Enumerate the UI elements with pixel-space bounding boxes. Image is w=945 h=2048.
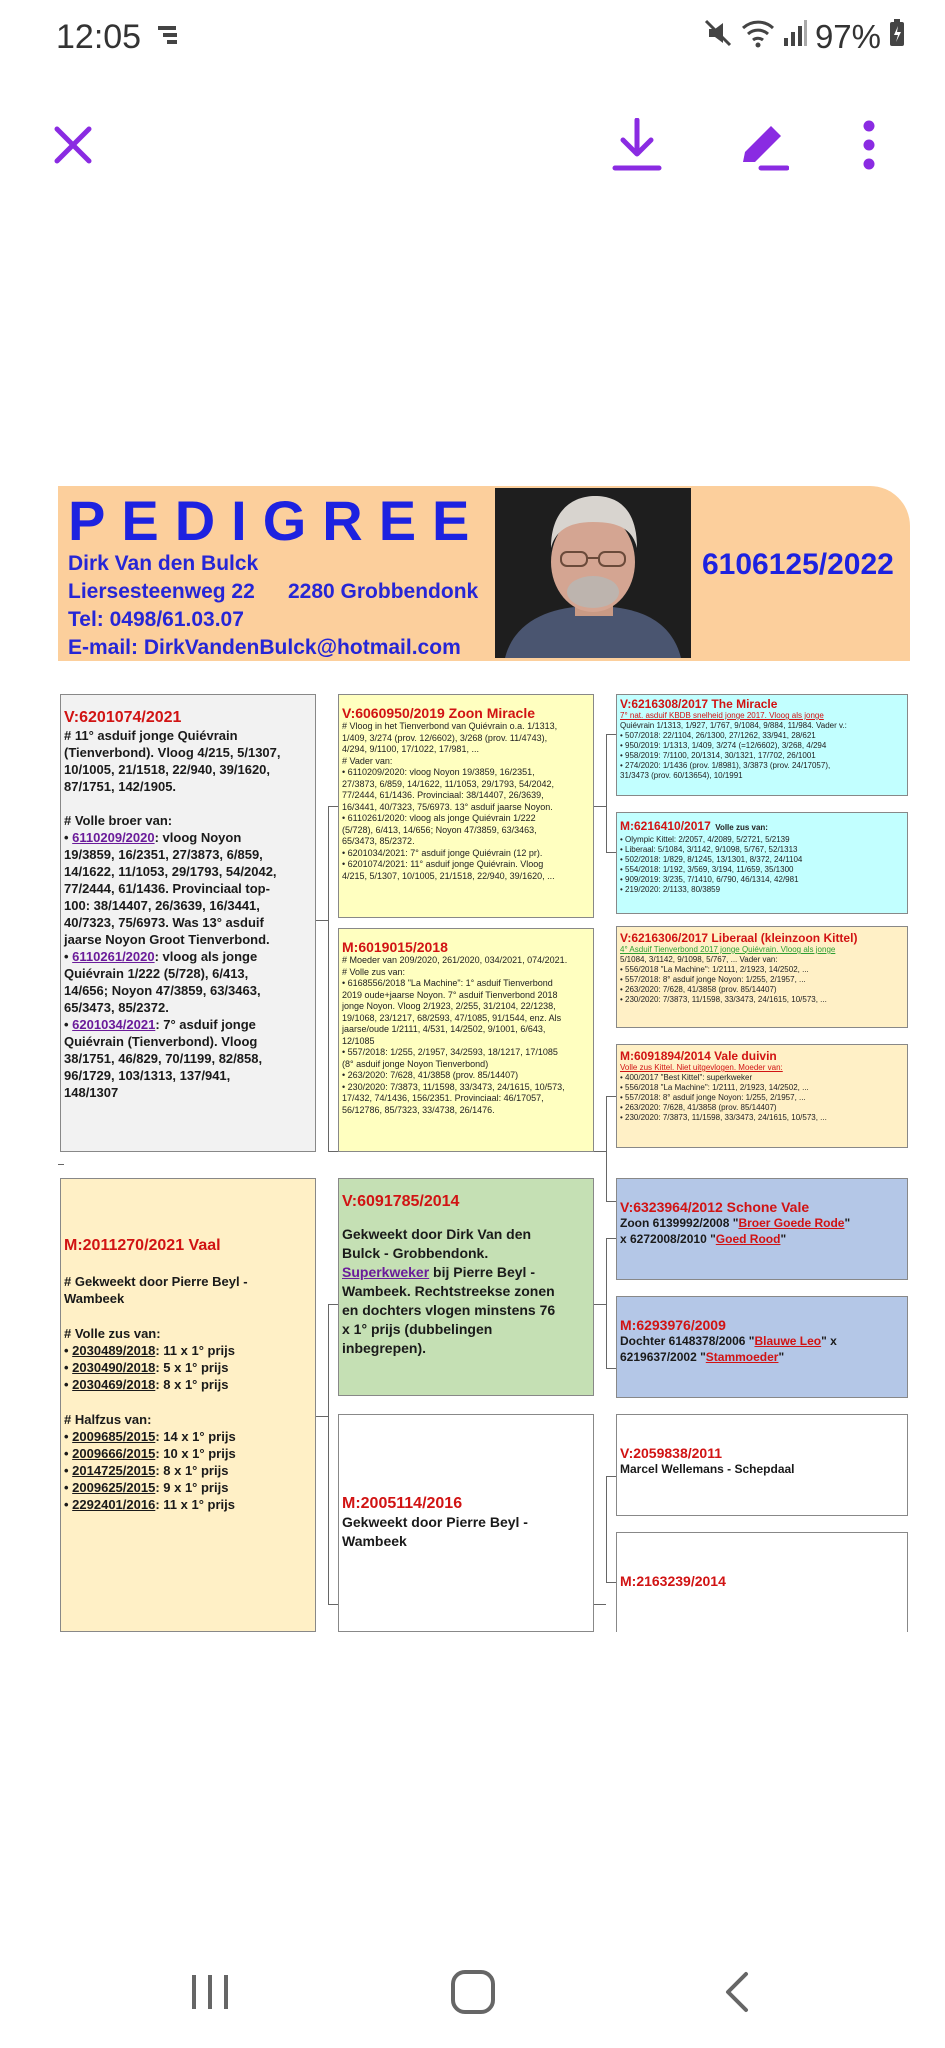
connector-line bbox=[328, 806, 338, 807]
home-button[interactable] bbox=[433, 1962, 513, 2022]
connector-line bbox=[606, 1201, 616, 1202]
ff-line: 27/3873, 6/859, 14/1622, 11/1053, 29/1793, 54/2042, bbox=[342, 778, 555, 789]
sibling-result: : 5 x 1° prijs bbox=[155, 1360, 229, 1375]
father-line: 40/7323, 75/6973. Was 13° asduif bbox=[64, 915, 264, 930]
fff-line: • 950/2019: 1/1313, 1/409, 3/274 (=12/6602), 3/268, 4/294 bbox=[620, 741, 827, 750]
connector-line bbox=[606, 734, 616, 735]
ffm-title: M:6216410/2017 bbox=[620, 819, 711, 833]
father-line: 65/3473, 85/2372. bbox=[64, 1000, 169, 1015]
pedigree-mm-dam bbox=[616, 1532, 908, 1632]
mother-line: Wambeek bbox=[64, 1291, 125, 1306]
ffm-line: • Olympic Kittel: 2/2057, 4/2089, 5/2721, 5/2139 bbox=[620, 835, 790, 844]
father-line: Quiévrain (Tienverbond). Vloog bbox=[64, 1034, 258, 1049]
ff-line: 16/3441, 40/7323, 75/6973. 13° asduif jaarse Noyon. bbox=[342, 801, 553, 812]
sibling-result: : 11 x 1° prijs bbox=[155, 1343, 235, 1358]
fmm-line: • 263/2020: 7/628, 41/3858 (prov. 85/14407) bbox=[620, 1103, 777, 1112]
pedigree-ff-sire bbox=[616, 694, 908, 796]
quote-mark: " x bbox=[821, 1334, 837, 1348]
sibling-ring: 2030469/2018 bbox=[72, 1377, 156, 1392]
mff-name-link[interactable]: Broer Goede Rode bbox=[738, 1216, 845, 1230]
mff-line: x 6272008/2010 " bbox=[620, 1232, 716, 1246]
superkweker-link[interactable]: Superkweker bbox=[342, 1264, 430, 1280]
mf-line: Wambeek. Rechtstreekse zonen bbox=[342, 1283, 555, 1299]
father-line: : vloog Noyon bbox=[154, 830, 242, 845]
system-nav-bar bbox=[0, 1940, 945, 2048]
fmf-line: 5/1084, 3/1142, 9/1098, 5/767, ... Vader van: bbox=[620, 955, 778, 964]
connector-line bbox=[606, 1096, 616, 1097]
fmf-title: V:6216306/2017 Liberaal (kleinzoon Kittel) bbox=[620, 931, 858, 945]
fmm-title: M:6091894/2014 Vale duivin bbox=[620, 1049, 777, 1063]
fmf-line: • 263/2020: 7/628, 41/3858 (prov. 85/14407) bbox=[620, 985, 777, 994]
fmf-line: • 557/2018: 8° asduif jonge Noyon: 1/255, 2/1957, ... bbox=[620, 975, 806, 984]
ffm-subtitle: Volle zus van: bbox=[715, 823, 768, 832]
father-line: 14/656; Noyon 47/3859, 63/3463, bbox=[64, 983, 261, 998]
ffm-line: • 219/2020: 2/1133, 80/3859 bbox=[620, 885, 721, 894]
pedigree-fm-sire bbox=[616, 926, 908, 1028]
ff-line: # Vader van: bbox=[342, 755, 393, 766]
father-section: # Volle broer van: bbox=[64, 813, 173, 828]
status-indicators bbox=[703, 18, 905, 56]
status-bar bbox=[0, 0, 945, 80]
fm-line: • 6168556/2018 "La Machine": 1° asduif Tienverbond bbox=[342, 978, 553, 988]
recents-button[interactable] bbox=[170, 1962, 250, 2022]
connector-line bbox=[328, 1151, 338, 1152]
father-line: Quiévrain 1/222 (5/728), 6/413, bbox=[64, 966, 249, 981]
connector-line bbox=[606, 1368, 616, 1369]
more-options-button[interactable] bbox=[834, 110, 904, 180]
back-icon bbox=[722, 1970, 752, 2014]
mf-line: Gekweekt door Dirk Van den bbox=[342, 1226, 532, 1242]
connector-line bbox=[606, 1238, 616, 1239]
sibling-result: : 14 x 1° prijs bbox=[155, 1429, 236, 1444]
connector-line bbox=[606, 1476, 607, 1582]
mff-line: Zoon 6139992/2008 " bbox=[620, 1216, 739, 1230]
ff-title: V:6060950/2019 Zoon Miracle bbox=[342, 705, 535, 721]
mother-section: # Halfzus van: bbox=[64, 1412, 152, 1427]
wifi-icon bbox=[741, 18, 775, 56]
mff-name-link[interactable]: Goed Rood bbox=[715, 1232, 781, 1246]
connector-line bbox=[594, 1151, 606, 1152]
connector-line bbox=[606, 734, 607, 852]
mfm-line: 6219637/2002 " bbox=[620, 1350, 706, 1364]
sibling-link[interactable]: 6110209/2020 bbox=[72, 830, 155, 845]
mm-line: Wambeek bbox=[342, 1533, 407, 1549]
father-line: : vloog als jonge bbox=[154, 949, 258, 964]
fff-line: • 274/2020: 1/1436 (prov. 1/8981), 3/3873 (prov. 24/17057), bbox=[620, 761, 831, 770]
mother-line: # Gekweekt door Pierre Beyl - bbox=[64, 1274, 248, 1289]
owner-name: Dirk Van den Bulck bbox=[68, 552, 259, 575]
battery-level: 97% bbox=[814, 18, 881, 55]
fm-line: (8° asduif jonge Noyon Tienverbond) bbox=[342, 1058, 489, 1069]
mf-line: x 1° prijs (dubbelingen bbox=[342, 1321, 493, 1337]
pedigree-mother-sire bbox=[338, 1178, 594, 1396]
ff-line: 1/409, 3/274 (prov. 12/6602), 3/268 (prov. 11/4743), bbox=[342, 732, 548, 743]
mother-section: # Volle zus van: bbox=[64, 1326, 161, 1341]
fff-line: Quiévrain 1/1313, 1/927, 1/767, 9/1084, 9/884, 11/984. Vader v.: bbox=[620, 721, 847, 730]
sibling-link[interactable]: 6201034/2021 bbox=[72, 1017, 156, 1032]
pedigree-mm-sire bbox=[616, 1414, 908, 1516]
connector-line bbox=[328, 1604, 338, 1605]
father-line: # 11° asduif jonge Quiévrain bbox=[64, 728, 238, 743]
pedigree-father-dam bbox=[338, 928, 594, 1152]
father-line: 14/1622, 11/1053, 29/1793, 54/2042, bbox=[64, 864, 277, 879]
father-line: 148/1307 bbox=[64, 1085, 119, 1100]
mf-title: V:6091785/2014 bbox=[342, 1193, 460, 1210]
father-line: (Tienverbond). Vloog 4/215, 5/1307, bbox=[64, 745, 281, 760]
owner-city: 2280 Grobbendonk bbox=[288, 580, 479, 603]
father-line: 87/1751, 142/1905. bbox=[64, 779, 177, 794]
home-icon bbox=[449, 1968, 497, 2016]
mf-line: bij Pierre Beyl - bbox=[429, 1264, 535, 1280]
fff-line: 31/3473 (prov. 60/13654), 10/1991 bbox=[620, 771, 743, 780]
connector-line bbox=[594, 1604, 606, 1605]
pedigree-title: PEDIGREE bbox=[68, 489, 486, 552]
ff-line: • 6110209/2020: vloog Noyon 19/3859, 16/2351, bbox=[342, 767, 535, 777]
connector-line bbox=[316, 1416, 328, 1417]
sibling-result: : 8 x 1° prijs bbox=[155, 1463, 229, 1478]
pedigree-header bbox=[58, 486, 910, 661]
pedigree-father-sire bbox=[338, 694, 594, 918]
mother-title: M:2011270/2021 Vaal bbox=[64, 1237, 221, 1254]
owner-street: Liersesteenweg 22 bbox=[68, 580, 255, 603]
ffm-line: • 909/2019: 3/235, 7/1410, 6/790, 46/1314, 42/981 bbox=[620, 875, 799, 884]
sibling-result: : 8 x 1° prijs bbox=[155, 1377, 229, 1392]
sibling-ring: 2030490/2018 bbox=[72, 1360, 156, 1375]
mf-line: en dochters vlogen minstens 76 bbox=[342, 1302, 556, 1318]
mf-line: Bulck - Grobbendonk. bbox=[342, 1245, 489, 1261]
battery-icon bbox=[889, 18, 905, 56]
connector-line bbox=[606, 1096, 607, 1201]
status-time: 12:05 bbox=[56, 18, 142, 56]
quote-mark: " bbox=[844, 1216, 851, 1230]
download-button[interactable] bbox=[602, 110, 672, 180]
father-line: jaarse Noyon Groot Tienverbond. bbox=[64, 932, 270, 947]
fmm-line: • 230/2020: 7/3873, 11/1598, 33/3473, 24/1615, 10/573, ... bbox=[620, 1113, 827, 1122]
ff-line: # Vloog in het Tienverbond van Quiévrain o.a. 1/1313, bbox=[342, 721, 558, 731]
edit-icon bbox=[735, 118, 789, 172]
father-line: 77/2444, 61/1436. Provinciaal top- bbox=[64, 881, 270, 896]
ffm-line: • Liberaal: 5/1084, 3/1142, 9/1098, 5/767, 52/1313 bbox=[620, 845, 798, 854]
viewer-toolbar bbox=[0, 110, 945, 190]
connector-line bbox=[316, 920, 328, 921]
fm-line: jonge Noyon. Vloog 2/1923, 2/255, 31/2104, 22/1238, bbox=[342, 1001, 556, 1011]
download-icon bbox=[612, 118, 662, 172]
connector-line bbox=[328, 1304, 329, 1604]
notification-icon bbox=[158, 26, 180, 53]
ff-line: • 6201074/2021: 11° asduif jonge Quiévrain. Vloog bbox=[342, 859, 544, 869]
quote-mark: " bbox=[780, 1232, 787, 1246]
ffm-line: • 554/2018: 1/192, 3/569, 3/194, 11/659, 35/1300 bbox=[620, 865, 794, 874]
mff-title: V:6323964/2012 Schone Vale bbox=[620, 1199, 810, 1215]
signal-icon bbox=[783, 18, 807, 56]
mmf-line: Marcel Wellemans - Schepdaal bbox=[620, 1462, 795, 1476]
sibling-ring: 2292401/2016 bbox=[72, 1497, 156, 1512]
mfm-title: M:6293976/2009 bbox=[620, 1317, 726, 1333]
more-vert-icon bbox=[862, 120, 876, 170]
pedigree-document bbox=[58, 486, 910, 1636]
fmm-line: Volle zus Kittel. Niet uitgevlogen. Moeder van: bbox=[620, 1063, 783, 1072]
quote-mark: " bbox=[778, 1350, 785, 1364]
sibling-link[interactable]: 6110261/2020 bbox=[72, 949, 155, 964]
connector-line bbox=[328, 806, 329, 1151]
ff-line: • 6201034/2021: 7° asduif jonge Quiévrain (12 pr). bbox=[342, 847, 543, 858]
owner-photo bbox=[495, 488, 691, 658]
fm-line: 12/1085 bbox=[342, 1035, 375, 1046]
fm-line: # Moeder van 209/2020, 261/2020, 034/2021, 074/2021. bbox=[342, 955, 568, 965]
ff-line: (5/728), 6/413, 14/656; Noyon 47/3859, 63/3463, bbox=[342, 824, 537, 835]
pedigree-mother: M:2011270/2021 Vaal # Gekweekt door Pierre Beyl - Wambeek # Volle zus van: • 2030489/2018: 11 x 1° prijs • 2030490/2018: 5 x 1° prijs • 2030469/2018: 8 x 1° prijs # Halfzus van: • 2009685/2015: 14 x 1° prijs • 2009666/2015: 10 x 1° prijs • 2014725/2015: 8 x 1° prijs • 2009625/2015: 9 x 1° prijs • 2292401/2016: 11 x 1° prijs bbox=[60, 1178, 316, 1632]
fm-line: 17/432, 74/1436, 156/2351. Provinciaal: 46/17057, bbox=[342, 1093, 544, 1103]
pedigree-ff-dam bbox=[616, 812, 908, 914]
sibling-ring: 2009666/2015 bbox=[72, 1446, 156, 1461]
fff-line: • 958/2019: 7/1100, 20/1314, 30/1321, 17/702, 26/1001 bbox=[620, 751, 816, 760]
fmf-line: • 556/2018 "La Machine": 1/2111, 2/1923, 14/2502, ... bbox=[620, 965, 809, 974]
mfm-line: Dochter 6148378/2006 " bbox=[620, 1334, 755, 1348]
connector-line bbox=[606, 1238, 607, 1368]
owner-tel: Tel: 0498/61.03.07 bbox=[68, 608, 244, 631]
mmm-title: M:2163239/2014 bbox=[620, 1573, 726, 1589]
fmf-line: • 230/2020: 7/3873, 11/1598, 33/3473, 24/1615, 10/573, ... bbox=[620, 995, 827, 1004]
mfm-name-link[interactable]: Blauwe Leo bbox=[754, 1334, 822, 1348]
mm-title: M:2005114/2016 bbox=[342, 1495, 463, 1512]
ff-line: 4/215, 5/1307, 10/1005, 21/1518, 22/940, 39/1620, ... bbox=[342, 870, 555, 881]
back-button[interactable] bbox=[697, 1962, 777, 2022]
fm-line: # Volle zus van: bbox=[342, 966, 406, 977]
father-title: V:6201074/2021 bbox=[64, 709, 182, 726]
fmm-line: • 557/2018: 8° asduif jonge Noyon: 1/255, 2/1957, ... bbox=[620, 1093, 806, 1102]
sibling-result: : 11 x 1° prijs bbox=[155, 1497, 235, 1512]
sibling-ring: 2014725/2015 bbox=[72, 1463, 156, 1478]
ff-line: 4/294, 9/1100, 17/1022, 17/981, ... bbox=[342, 744, 479, 754]
pedigree-mother-dam bbox=[338, 1414, 594, 1632]
sibling-result: : 10 x 1° prijs bbox=[155, 1446, 236, 1461]
sibling-ring: 2009685/2015 bbox=[72, 1429, 156, 1444]
fm-line: 2019 oude+jaarse Noyon. 7° asduif Tienverbond 2018 bbox=[342, 989, 558, 1000]
fff-line: 7° nat. asduif KBDB snelheid jonge 2017. Vloog als jonge bbox=[620, 711, 824, 720]
connector-line bbox=[606, 1476, 616, 1477]
edit-button[interactable] bbox=[727, 110, 797, 180]
connector-line bbox=[606, 852, 616, 853]
fmm-line: • 400/2017 "Best Kittel": superkweker bbox=[620, 1073, 753, 1082]
fm-line: 19/1068, 23/1217, 68/2593, 47/1085, 91/1544, enz. Als bbox=[342, 1012, 562, 1023]
fmm-line: • 556/2018 "La Machine": 1/2111, 2/1923, 14/2502, ... bbox=[620, 1083, 809, 1092]
pigeon-ring-number: 6106125/2022 bbox=[702, 548, 894, 581]
fff-title: V:6216308/2017 The Miracle bbox=[620, 697, 778, 711]
connector-line bbox=[594, 806, 606, 807]
ff-line: 77/2444, 61/1436. Provinciaal: 38/14407, 26/3639, bbox=[342, 790, 544, 800]
ff-line: 65/3473, 85/2372. bbox=[342, 836, 415, 846]
fm-line: • 557/2018: 1/255, 2/1957, 34/2593, 18/1217, 17/1085 bbox=[342, 1047, 558, 1057]
fm-title: M:6019015/2018 bbox=[342, 939, 448, 955]
connector-line bbox=[328, 1304, 338, 1305]
mf-line: inbegrepen). bbox=[342, 1340, 427, 1356]
father-line: 10/1005, 21/1518, 22/940, 39/1620, bbox=[64, 762, 271, 777]
father-line: 96/1729, 103/1313, 137/941, bbox=[64, 1068, 231, 1083]
fm-line: • 230/2020: 7/3873, 11/1598, 33/3473, 24/1615, 10/573, bbox=[342, 1081, 565, 1092]
close-button[interactable] bbox=[38, 110, 108, 180]
fmf-line: 4° Asduif Tienverbond 2017 jonge Quiévrain. Vloog als jonge bbox=[620, 945, 836, 954]
sibling-ring: 2030489/2018 bbox=[72, 1343, 156, 1358]
father-line: 100: 38/14407, 26/3639, 16/3441, bbox=[64, 898, 260, 913]
close-icon bbox=[51, 123, 95, 167]
fff-line: • 507/2018: 22/1104, 26/1300, 27/1262, 33/941, 28/621 bbox=[620, 731, 816, 740]
mmf-title: V:2059838/2011 bbox=[620, 1445, 722, 1461]
connector-line bbox=[594, 1304, 606, 1305]
pedigree-father: V:6201074/2021 # 11° asduif jonge Quiévrain (Tienverbond). Vloog 4/215, 5/1307, 10/1005, 21/1518, 22/940, 39/1620, 87/1751, 142/1905. # Volle broer van: • 6110209/2020: vloog Noyon 19/3859, 16/2351, 27/3873, 6/859, 14/1622, 11/1053, 29/1793, 54/2042, 77/2444, 61/1436. Provinciaal top- 100: 38/14407, 26/3639, 16/3441, 40/7323, 75/6973. Was 13° asduif jaarse Noyon Groot Tienverbond. • 6110261/2020: vloog als jonge Quiévrain 1/222 (5/728), 6/413, 14/656; Noyon 47/3859, 63/3463, 65/3473, 85/2372. • 6201034/2021: 7° asduif jonge Quiévrain (Tienverbond). Vloog 38/1751, 46/829, 70/1199, 82/858, 96/1729, 103/1313, 137/941, 148/1307 bbox=[60, 694, 316, 1152]
owner-email: E-mail: DirkVandenBulck@hotmail.com bbox=[68, 636, 461, 659]
sibling-result: : 9 x 1° prijs bbox=[155, 1480, 229, 1495]
sibling-ring: 2009625/2015 bbox=[72, 1480, 156, 1495]
fm-line: • 263/2020: 7/628, 41/3858 (prov. 85/14407) bbox=[342, 1070, 519, 1080]
mute-icon bbox=[703, 18, 733, 56]
mfm-name-link[interactable]: Stammoeder bbox=[705, 1350, 779, 1364]
fm-line: jaarse/oude 1/2111, 4/531, 14/2502, 9/1001, 6/643, bbox=[342, 1024, 546, 1034]
mm-line: Gekweekt door Pierre Beyl - bbox=[342, 1514, 528, 1530]
father-line: : 7° asduif jonge bbox=[155, 1017, 256, 1032]
recents-icon bbox=[189, 1972, 231, 2012]
ffm-line: • 502/2018: 1/829, 8/1245, 13/1301, 8/372, 24/1104 bbox=[620, 855, 803, 864]
father-line: 38/1751, 46/829, 70/1199, 82/858, bbox=[64, 1051, 263, 1066]
pedigree-mf-dam bbox=[616, 1296, 908, 1398]
pedigree-mf-sire bbox=[616, 1178, 908, 1280]
fm-line: 56/12786, 85/7323, 33/4738, 26/1476. bbox=[342, 1104, 495, 1115]
connector-line bbox=[58, 1164, 64, 1165]
ff-line: • 6110261/2020: vloog als jonge Quiévrain 1/222 bbox=[342, 813, 536, 823]
father-line: 19/3859, 16/2351, 27/3873, 6/859, bbox=[64, 847, 263, 862]
pedigree-fm-dam bbox=[616, 1044, 908, 1148]
connector-line bbox=[606, 1582, 616, 1583]
